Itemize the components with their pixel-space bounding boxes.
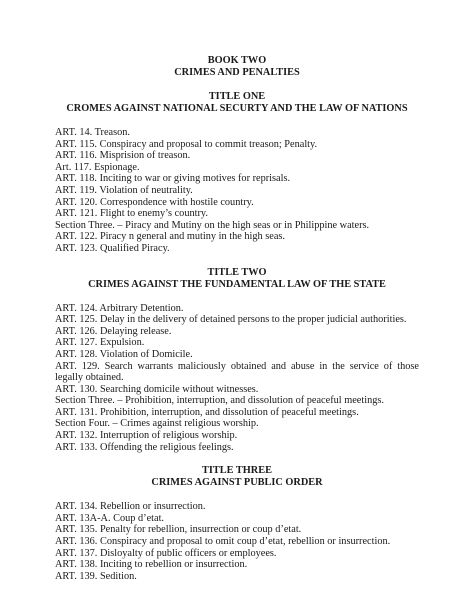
list-item: ART. 119. Violation of neutrality.: [55, 184, 193, 196]
list-item: Art. 117. Espionage.: [55, 161, 140, 173]
list-item: Section Four. – Crimes against religious worship.: [55, 418, 259, 430]
list-item: ART. 125. Delay in the delivery of detained persons to the proper judicial authorities.: [55, 314, 407, 326]
list-item: ART. 124. Arbitrary Detention.: [55, 302, 184, 314]
list-item: ART. 13A-A. Coup d’etat.: [55, 512, 165, 524]
document-page: [55, 55, 419, 582]
title-two-section: [55, 267, 419, 454]
list-item: ART. 115. Conspiracy and proposal to commit treason; Penalty.: [55, 138, 318, 150]
list-item: ART. 129. Search warrants maliciously obtained and abuse in the service of those legally obtained.: [55, 360, 419, 384]
list-item: Section Three. – Piracy and Mutiny on the high seas or in Philippine waters.: [55, 219, 370, 231]
title-two-article-list: [55, 303, 419, 454]
title-one-section: [55, 91, 419, 255]
list-item: ART. 14. Treason.: [55, 127, 130, 138]
list-item: ART. 131. Prohibition, interruption, and dissolution of peaceful meetings.: [55, 406, 359, 418]
list-item: ART. 128. Violation of Domicile.: [55, 348, 193, 360]
list-item: ART. 133. Offending the religious feelings.: [55, 441, 234, 453]
list-item: ART. 137. Disloyalty of public officers or employees.: [55, 547, 277, 559]
list-item: ART. 135. Penalty for rebellion, insurrection or coup d’etat.: [55, 524, 302, 536]
title-two-heading: [55, 267, 419, 291]
title-one-heading: [55, 91, 419, 115]
title-three-name: CRIMES AGAINST PUBLIC ORDER: [151, 477, 323, 489]
list-item: ART. 139. Sedition.: [55, 570, 137, 582]
list-item: ART. 136. Conspiracy and proposal to omit coup d’etat, rebellion or insurrection.: [55, 536, 391, 548]
list-item: ART. 134. Rebellion or insurrection.: [55, 501, 206, 513]
list-item: Section Three. – Prohibition, interruption, and dissolution of peaceful meetings.: [55, 395, 384, 407]
title-one-article-list: [55, 127, 419, 255]
title-three-number: TITLE THREE: [202, 465, 272, 477]
title-two-name: CRIMES AGAINST THE FUNDAMENTAL LAW OF THE STATE: [88, 278, 386, 290]
title-one-name: CROMES AGAINST NATIONAL SECURTY AND THE LAW OF NATIONS: [66, 103, 408, 114]
title-two-number: TITLE TWO: [207, 266, 267, 278]
list-item: ART. 126. Delaying release.: [55, 325, 172, 337]
list-item: ART. 121. Flight to enemy’s country.: [55, 208, 208, 220]
book-heading: [55, 55, 419, 79]
list-item: ART. 130. Searching domicile without witnesses.: [55, 383, 259, 395]
book-number: BOOK TWO: [207, 55, 267, 66]
list-item: ART. 116. Misprision of treason.: [55, 150, 191, 162]
book-title: CRIMES AND PENALTIES: [174, 67, 300, 78]
title-three-section: [55, 465, 419, 582]
title-one-number: TITLE ONE: [208, 91, 266, 102]
list-item: ART. 132. Interruption of religious worship.: [55, 430, 238, 442]
title-three-heading: [55, 465, 419, 489]
list-item: ART. 122. Piracy n general and mutiny in the high seas.: [55, 231, 285, 243]
title-three-article-list: [55, 501, 419, 582]
list-item: ART. 123. Qualified Piracy.: [55, 242, 170, 254]
list-item: ART. 127. Expulsion.: [55, 337, 145, 349]
list-item: ART. 120. Correspondence with hostile country.: [55, 196, 254, 208]
list-item: ART. 138. Inciting to rebellion or insurrection.: [55, 559, 248, 571]
list-item: ART. 118. Inciting to war or giving motives for reprisals.: [55, 173, 291, 185]
